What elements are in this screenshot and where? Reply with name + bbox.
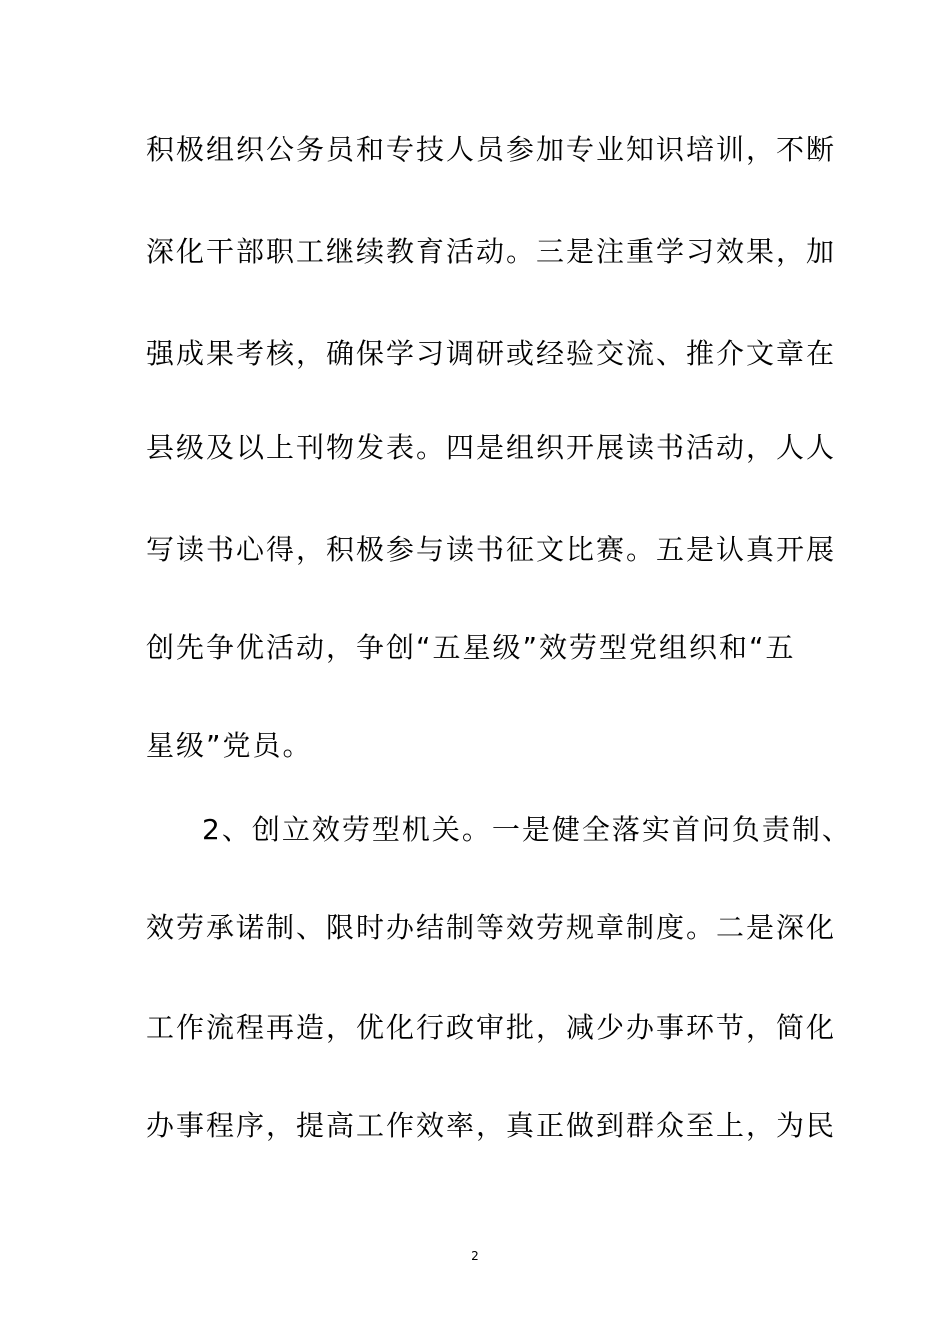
text-line: 县级及以上刊物发表。四是组织开展读书活动，人人 [146, 431, 837, 464]
text-line: 办事程序，提高工作效率，真正做到群众至上，为民 [146, 1109, 837, 1142]
text-line: 星级”党员。 [146, 729, 313, 762]
text-line: 强成果考核，确保学习调研或经验交流、推介文章在 [146, 337, 837, 370]
text-line: 创先争优活动，争创“五星级”效劳型党组织和“五 [146, 631, 796, 664]
page-number: 2 [471, 1249, 479, 1263]
text-line: 积极组织公务员和专技人员参加专业知识培训，不断 [146, 133, 837, 166]
text-line: 写读书心得，积极参与读书征文比赛。五是认真开展 [146, 533, 837, 566]
text-line: 工作流程再造，优化行政审批，减少办事环节，简化 [146, 1011, 837, 1044]
paragraph-start-line: 2、创立效劳型机关。一是健全落实首问负责制、 [202, 813, 852, 846]
text-line: 效劳承诺制、限时办结制等效劳规章制度。二是深化 [146, 911, 837, 944]
text-line: 深化干部职工继续教育活动。三是注重学习效果，加 [146, 235, 837, 268]
